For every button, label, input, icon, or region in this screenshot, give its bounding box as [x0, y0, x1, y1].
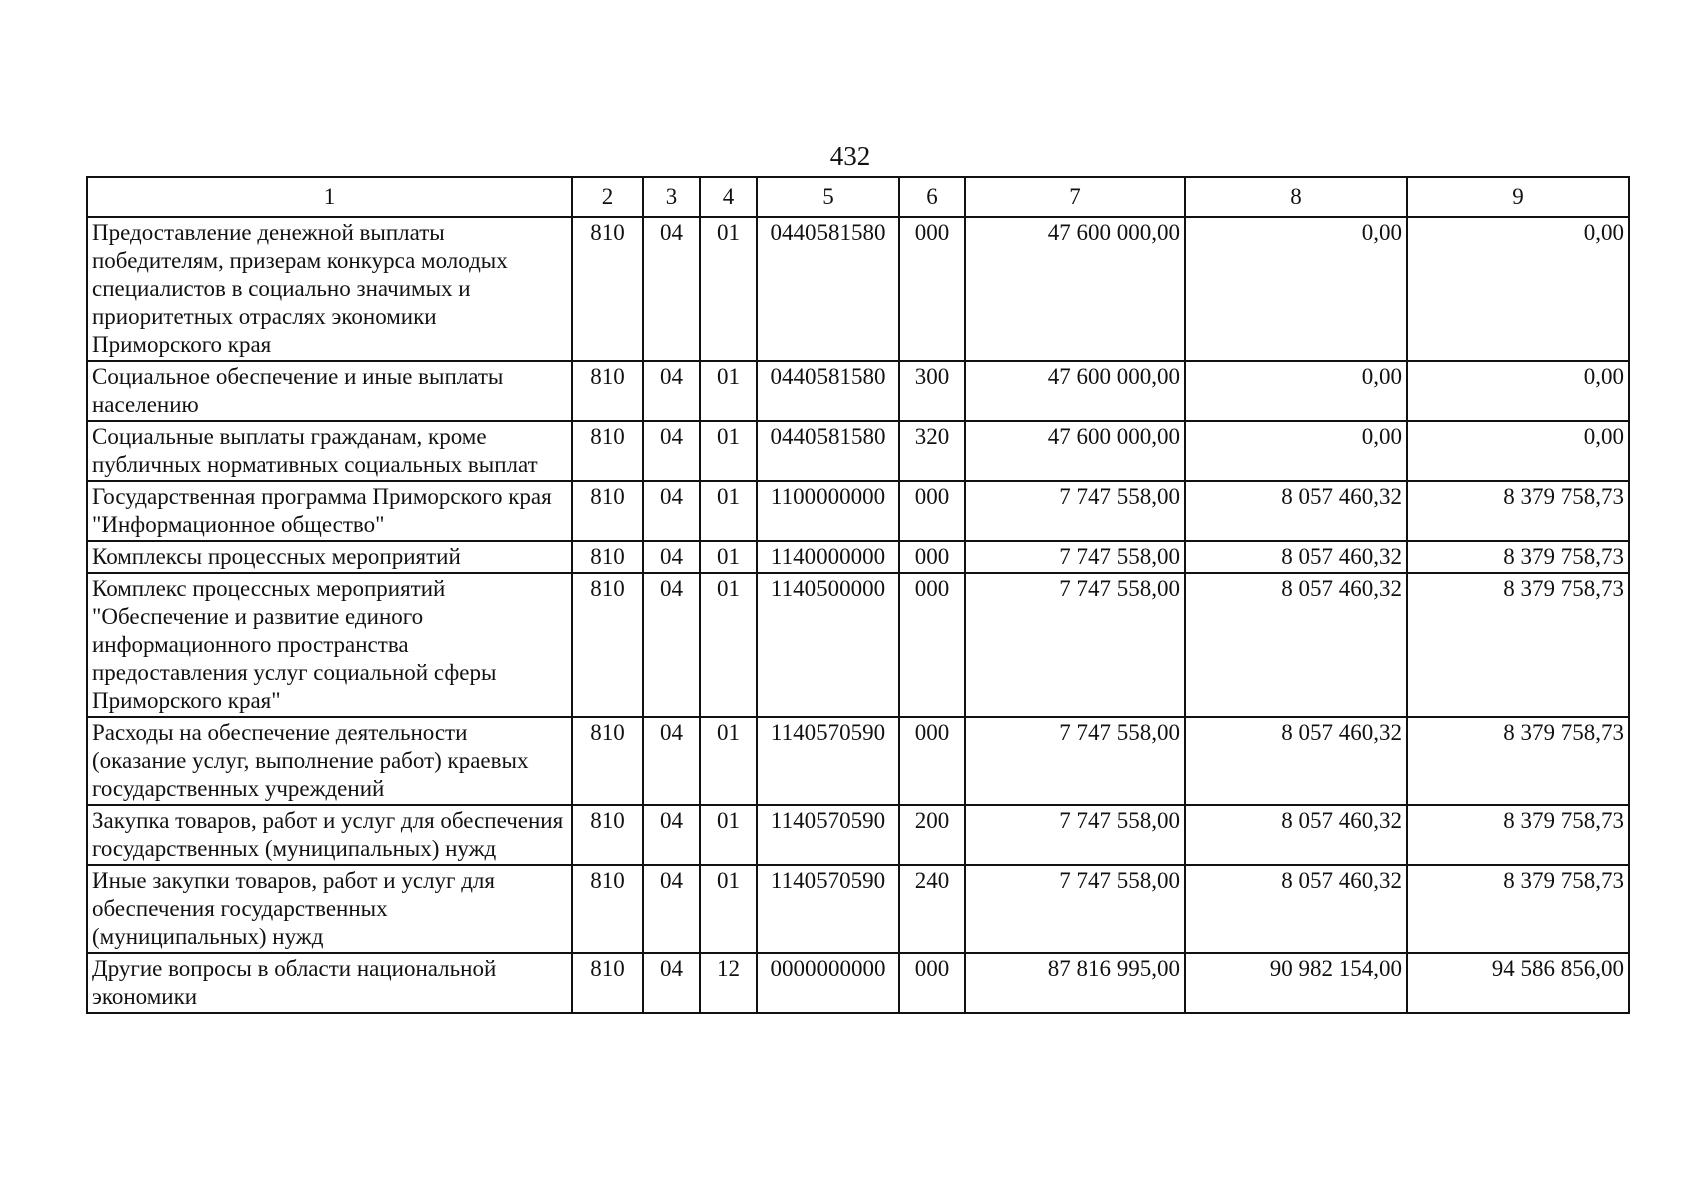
code-cell: 01	[700, 573, 757, 717]
code-cell: 1140570590	[757, 717, 899, 805]
code-cell: 000	[899, 541, 965, 573]
column-header: 8	[1185, 177, 1407, 217]
row-name: Комплексы процессных мероприятий	[87, 541, 572, 573]
code-cell: 04	[643, 717, 700, 805]
code-cell: 1140000000	[757, 541, 899, 573]
row-name: Расходы на обеспечение деятельности (оказание услуг, выполнение работ) краевых государственных учреждений	[87, 717, 572, 805]
code-cell: 0440581580	[757, 421, 899, 481]
amount-cell: 47 600 000,00	[965, 421, 1185, 481]
code-cell: 0440581580	[757, 217, 899, 361]
column-header: 2	[572, 177, 643, 217]
code-cell: 01	[700, 481, 757, 541]
code-cell: 810	[572, 805, 643, 865]
code-cell: 0440581580	[757, 361, 899, 421]
row-name: Другие вопросы в области национальной экономики	[87, 953, 572, 1013]
code-cell: 1140500000	[757, 573, 899, 717]
column-header: 1	[87, 177, 572, 217]
code-cell: 000	[899, 481, 965, 541]
table-row	[87, 865, 1629, 953]
amount-cell: 7 747 558,00	[965, 541, 1185, 573]
column-header: 9	[1407, 177, 1629, 217]
code-cell: 810	[572, 573, 643, 717]
code-cell: 000	[899, 717, 965, 805]
column-header: 7	[965, 177, 1185, 217]
row-name: Социальное обеспечение и иные выплаты населению	[87, 361, 572, 421]
code-cell: 810	[572, 953, 643, 1013]
table-row	[87, 217, 1629, 361]
row-name: Государственная программа Приморского края "Информационное общество"	[87, 481, 572, 541]
code-cell: 810	[572, 541, 643, 573]
amount-cell: 47 600 000,00	[965, 217, 1185, 361]
code-cell: 300	[899, 361, 965, 421]
code-cell: 810	[572, 421, 643, 481]
amount-cell: 8 379 758,73	[1407, 573, 1629, 717]
code-cell: 12	[700, 953, 757, 1013]
code-cell: 01	[700, 865, 757, 953]
code-cell: 000	[899, 217, 965, 361]
code-cell: 04	[643, 865, 700, 953]
row-name: Иные закупки товаров, работ и услуг для обеспечения государственных (муниципальных) нужд	[87, 865, 572, 953]
code-cell: 01	[700, 805, 757, 865]
amount-cell: 7 747 558,00	[965, 865, 1185, 953]
code-cell: 810	[572, 217, 643, 361]
code-cell: 810	[572, 717, 643, 805]
code-cell: 1140570590	[757, 805, 899, 865]
amount-cell: 8 057 460,32	[1185, 541, 1407, 573]
code-cell: 320	[899, 421, 965, 481]
table-row	[87, 953, 1629, 1013]
column-header: 4	[700, 177, 757, 217]
row-name: Закупка товаров, работ и услуг для обеспечения государственных (муниципальных) нужд	[87, 805, 572, 865]
code-cell: 000	[899, 953, 965, 1013]
amount-cell: 87 816 995,00	[965, 953, 1185, 1013]
amount-cell: 7 747 558,00	[965, 717, 1185, 805]
amount-cell: 8 379 758,73	[1407, 865, 1629, 953]
table-row	[87, 541, 1629, 573]
amount-cell: 0,00	[1407, 421, 1629, 481]
table-row	[87, 421, 1629, 481]
amount-cell: 7 747 558,00	[965, 573, 1185, 717]
code-cell: 01	[700, 217, 757, 361]
amount-cell: 0,00	[1407, 361, 1629, 421]
row-name: Комплекс процессных мероприятий "Обеспечение и развитие единого информационного пространства предоставления услуг социальной сферы Приморского края"	[87, 573, 572, 717]
column-header: 3	[643, 177, 700, 217]
amount-cell: 8 057 460,32	[1185, 717, 1407, 805]
amount-cell: 90 982 154,00	[1185, 953, 1407, 1013]
code-cell: 01	[700, 541, 757, 573]
code-cell: 200	[899, 805, 965, 865]
code-cell: 04	[643, 573, 700, 717]
code-cell: 01	[700, 421, 757, 481]
header-row	[87, 177, 1629, 217]
amount-cell: 8 057 460,32	[1185, 481, 1407, 541]
code-cell: 1100000000	[757, 481, 899, 541]
code-cell: 1140570590	[757, 865, 899, 953]
amount-cell: 94 586 856,00	[1407, 953, 1629, 1013]
code-cell: 810	[572, 481, 643, 541]
amount-cell: 8 057 460,32	[1185, 865, 1407, 953]
table-row	[87, 717, 1629, 805]
table-row	[87, 573, 1629, 717]
amount-cell: 47 600 000,00	[965, 361, 1185, 421]
code-cell: 04	[643, 361, 700, 421]
column-header: 6	[899, 177, 965, 217]
code-cell: 240	[899, 865, 965, 953]
amount-cell: 0,00	[1185, 421, 1407, 481]
code-cell: 0000000000	[757, 953, 899, 1013]
code-cell: 04	[643, 481, 700, 541]
code-cell: 04	[643, 953, 700, 1013]
amount-cell: 7 747 558,00	[965, 805, 1185, 865]
amount-cell: 8 379 758,73	[1407, 541, 1629, 573]
code-cell: 000	[899, 573, 965, 717]
code-cell: 01	[700, 361, 757, 421]
code-cell: 810	[572, 865, 643, 953]
code-cell: 04	[643, 541, 700, 573]
code-cell: 04	[643, 217, 700, 361]
table-row	[87, 361, 1629, 421]
code-cell: 04	[643, 805, 700, 865]
amount-cell: 0,00	[1185, 361, 1407, 421]
amount-cell: 0,00	[1407, 217, 1629, 361]
table-row	[87, 481, 1629, 541]
amount-cell: 8 057 460,32	[1185, 805, 1407, 865]
code-cell: 810	[572, 361, 643, 421]
amount-cell: 7 747 558,00	[965, 481, 1185, 541]
row-name: Предоставление денежной выплаты победителям, призерам конкурса молодых специалистов в социально значимых и приоритетных отраслях экономики Приморского края	[87, 217, 572, 361]
code-cell: 01	[700, 717, 757, 805]
amount-cell: 8 057 460,32	[1185, 573, 1407, 717]
table-row	[87, 805, 1629, 865]
amount-cell: 0,00	[1185, 217, 1407, 361]
amount-cell: 8 379 758,73	[1407, 481, 1629, 541]
budget-table	[86, 176, 1630, 1014]
code-cell: 04	[643, 421, 700, 481]
column-header: 5	[757, 177, 899, 217]
amount-cell: 8 379 758,73	[1407, 717, 1629, 805]
amount-cell: 8 379 758,73	[1407, 805, 1629, 865]
row-name: Социальные выплаты гражданам, кроме публичных нормативных социальных выплат	[87, 421, 572, 481]
page-number: 432	[829, 141, 871, 171]
